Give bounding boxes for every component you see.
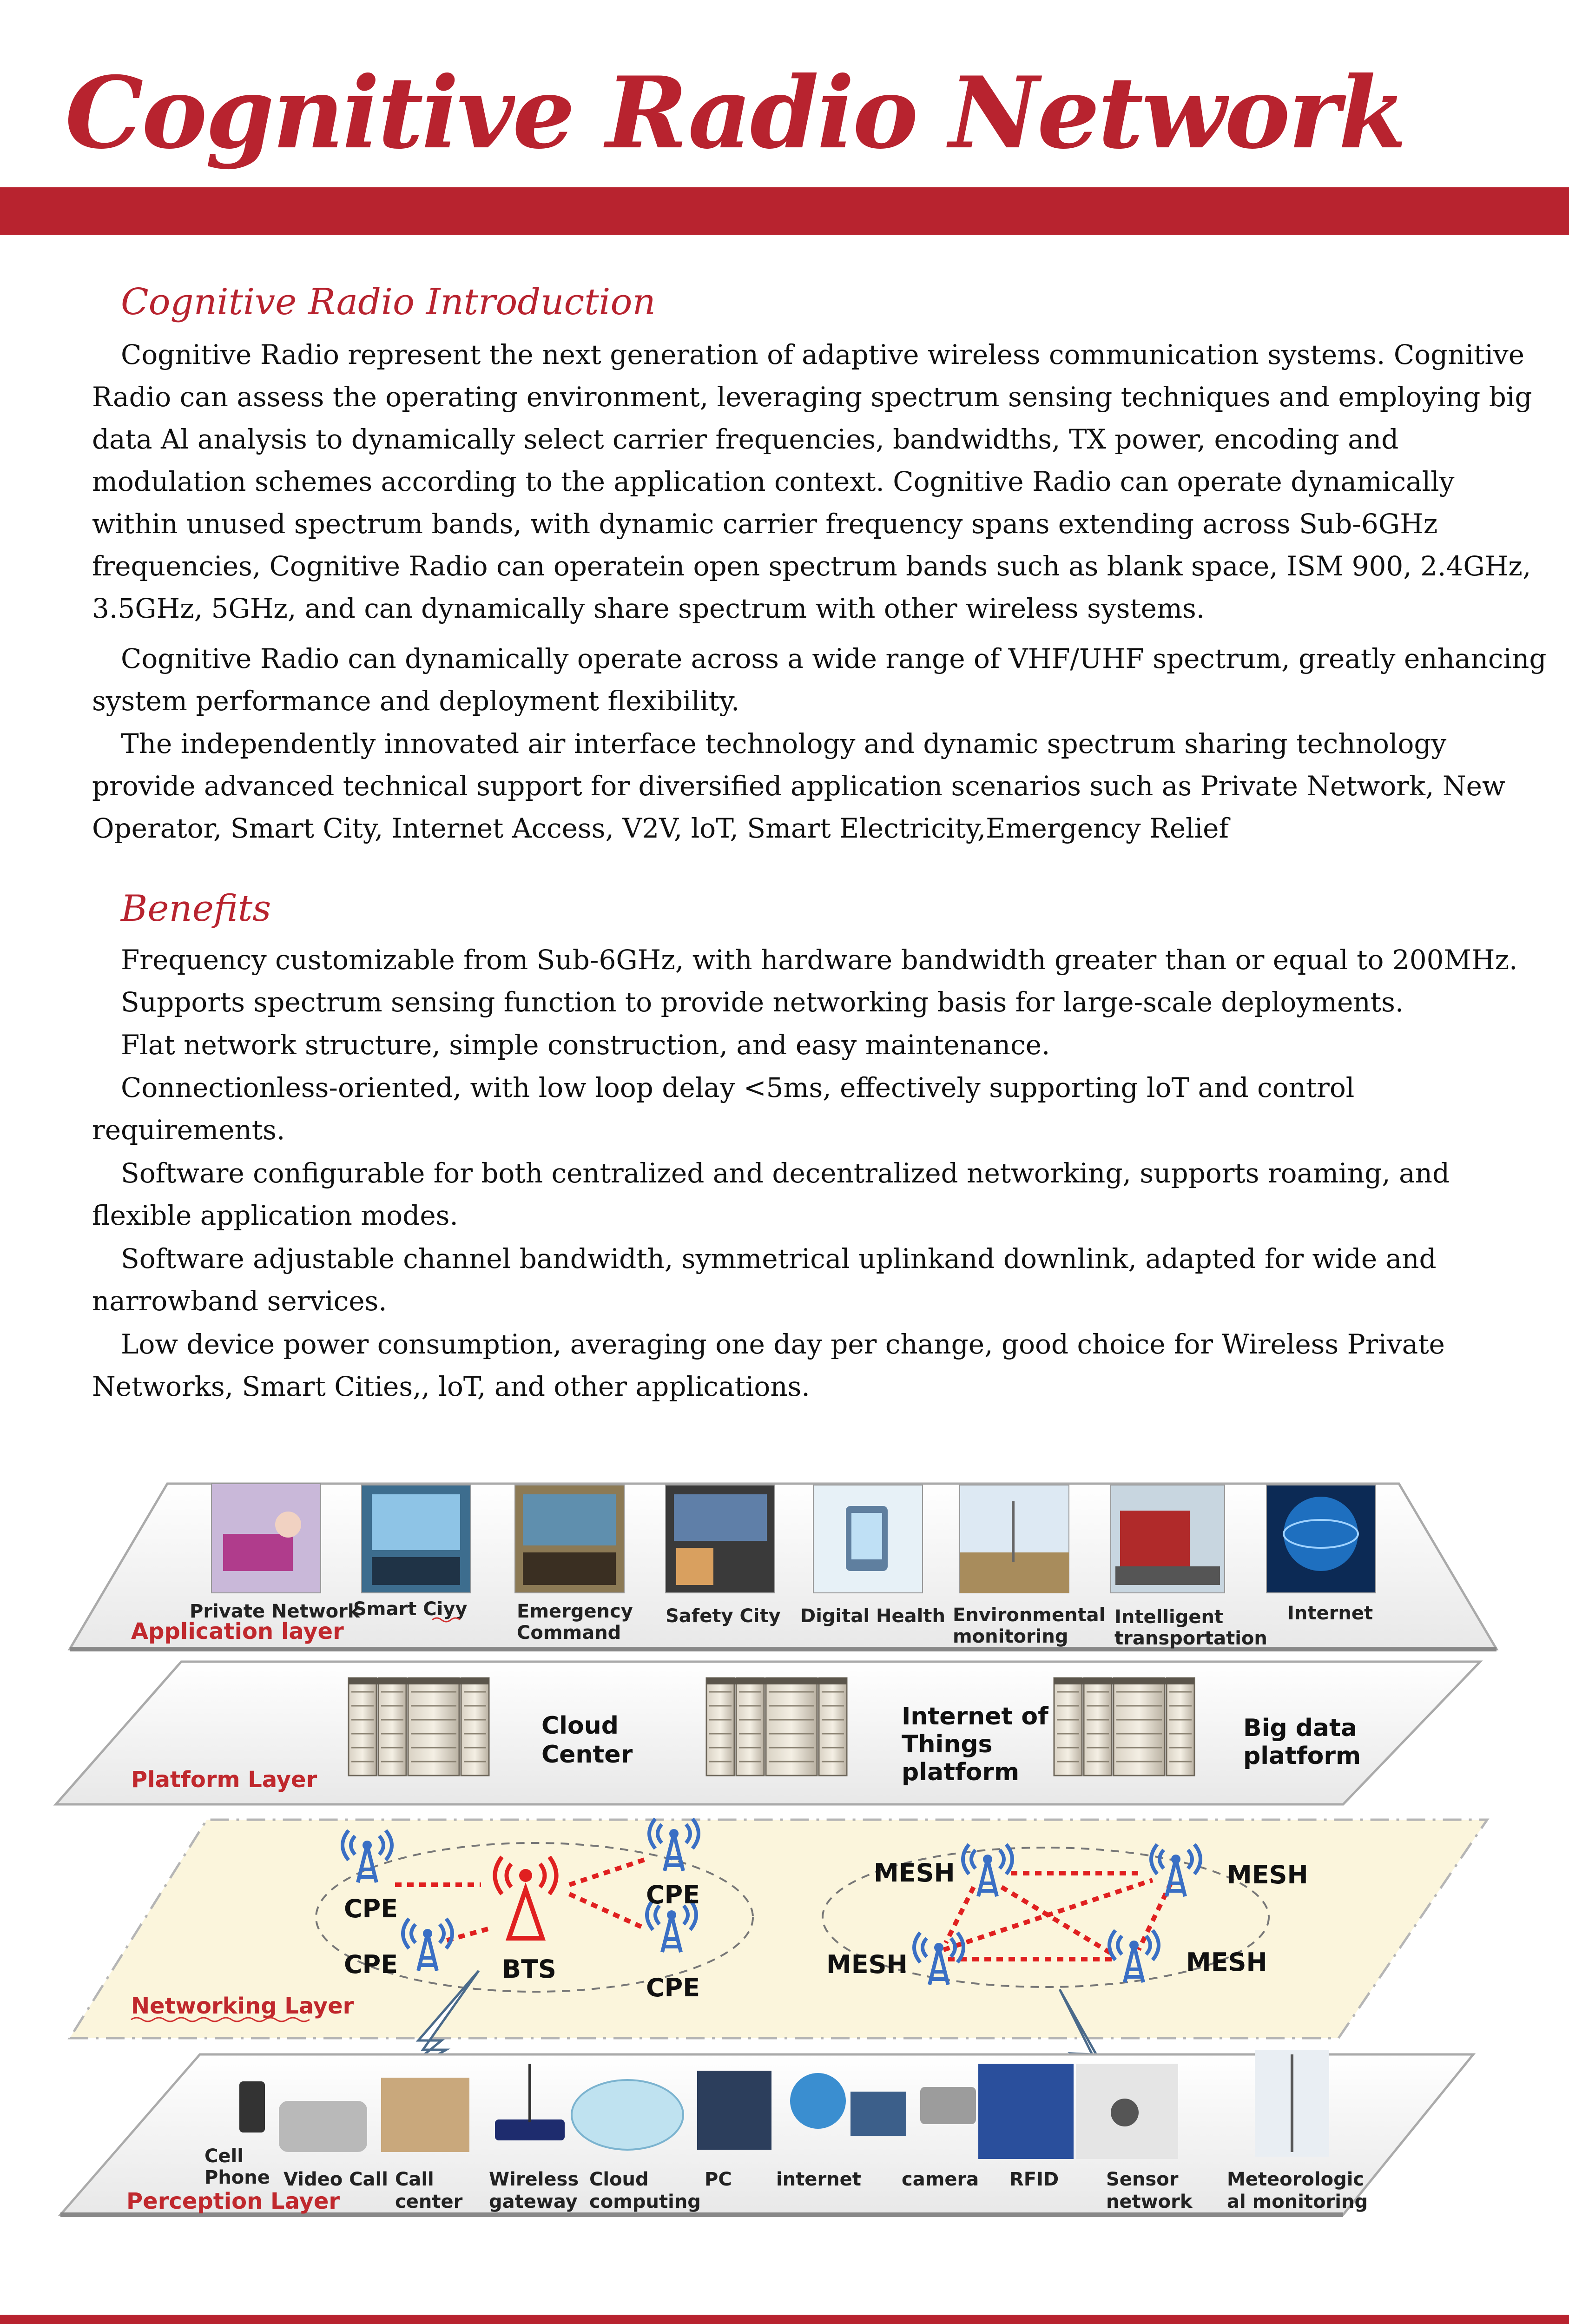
text-line: Operator, Smart City, Internet Access, V2V, loT, Smart Electricity,Emergency Relief — [92, 812, 1229, 844]
text-line: modulation schemes according to the application context. Cognitive Radio can operate dynamically — [92, 466, 1455, 497]
app-emergency-command-image — [515, 1485, 624, 1593]
perception-layer — [60, 2050, 1473, 2215]
perception-label: al monitoring — [1227, 2191, 1368, 2212]
cloud-center-server — [349, 1678, 489, 1776]
benefit-item — [92, 1238, 1500, 1322]
text-line: Connectionless-oriented, with low loop delay <5ms, effectively supporting loT and control — [121, 1072, 1355, 1103]
perception-label: network — [1106, 2191, 1193, 2212]
iot-platform-server — [706, 1678, 847, 1776]
text-line: Software adjustable channel bandwidth, symmetrical uplinkand downlink, adapted for wide and — [121, 1243, 1437, 1274]
text-line: Radio can assess the operating environment, leveraging spectrum sensing techniques and employing big — [92, 381, 1532, 413]
app-environmental-monitoring-image — [960, 1485, 1069, 1593]
internet-image — [790, 2073, 846, 2129]
platform-label: Center — [541, 1741, 633, 1769]
cpe-label: CPE — [646, 1880, 700, 1909]
platform-label: platform — [902, 1758, 1020, 1786]
wireless-gateway-image — [495, 2119, 565, 2140]
footer-band — [0, 2315, 1569, 2324]
mesh-label: MESH — [1186, 1948, 1267, 1977]
text-line: Low device power consumption, averaging one day per change, good choice for Wireless Private — [121, 1328, 1445, 1360]
app-label: monitoring — [953, 1626, 1068, 1647]
text-line: narrowband services. — [92, 1285, 387, 1317]
app-safety-city-image — [666, 1485, 775, 1593]
benefit-item — [92, 1024, 1500, 1066]
networking-layer-label: Networking Layer — [131, 1993, 354, 2019]
benefit-item — [92, 1152, 1500, 1237]
platform-layer-label: Platform Layer — [131, 1767, 317, 1793]
page-title: Cognitive Radio Network — [65, 55, 1405, 171]
text-line: provide advanced technical support for diversified application scenarios such as Private Network, New — [92, 770, 1505, 802]
mesh-label: MESH — [1227, 1860, 1308, 1889]
app-private-network-image — [211, 1484, 321, 1593]
pc-image — [697, 2071, 771, 2150]
perception-label: computing — [589, 2191, 701, 2212]
perception-label: Video Call — [283, 2169, 388, 2190]
app-label: Internet — [1287, 1603, 1373, 1624]
app-label: Emergency — [517, 1601, 633, 1622]
rfid-image — [978, 2064, 1074, 2159]
platform-label: Things — [902, 1730, 993, 1758]
perception-label: center — [395, 2191, 463, 2212]
text-line: The independently innovated air interface technology and dynamic spectrum sharing technology — [121, 728, 1447, 759]
platform-label: Cloud — [541, 1712, 619, 1740]
text-line: Networks, Smart Cities,, loT, and other applications. — [92, 1371, 810, 1402]
application-layer — [70, 1484, 1496, 1649]
internet-monitor-image — [850, 2092, 906, 2136]
intro-heading: Cognitive Radio Introduction — [121, 281, 656, 323]
platform-layer — [56, 1662, 1480, 1804]
platform-label: Internet of — [902, 1703, 1048, 1730]
networking-layer — [70, 1819, 1487, 2038]
text-line: Flat network structure, simple construction, and easy maintenance. — [121, 1029, 1050, 1061]
application-layer-label: Application layer — [131, 1618, 344, 1644]
text-line: 3.5GHz, 5GHz, and can dynamically share spectrum with other wireless systems. — [92, 593, 1205, 624]
text-line: requirements. — [92, 1114, 285, 1146]
app-label: Safety City — [666, 1605, 781, 1627]
benefit-item — [92, 939, 1518, 981]
mesh-label: MESH — [874, 1858, 955, 1888]
app-label: transportation — [1114, 1628, 1267, 1649]
perception-label: RFID — [1009, 2169, 1059, 2190]
perception-label: Phone — [204, 2167, 270, 2188]
cloud-computing-image — [572, 2080, 683, 2150]
text-line: Cognitive Radio represent the next generation of adaptive wireless communication systems. Cognitive — [121, 339, 1525, 370]
intro-paragraph-3 — [92, 723, 1505, 850]
app-smart-city-image — [362, 1485, 471, 1593]
benefit-item — [92, 981, 1500, 1023]
perception-label: Cloud — [589, 2169, 649, 2190]
app-intelligent-transportation-image — [1111, 1485, 1225, 1593]
video-call-image — [279, 2101, 367, 2152]
bts-label: BTS — [502, 1954, 556, 1984]
mesh-label: MESH — [826, 1950, 908, 1979]
perception-label: Cell — [204, 2146, 244, 2167]
app-label: Environmental — [953, 1604, 1106, 1626]
benefits-heading: Benefits — [121, 888, 271, 930]
text-line: within unused spectrum bands, with dynamic carrier frequency spans extending across Sub-6GHz — [92, 508, 1438, 540]
platform-label: Big data — [1243, 1714, 1358, 1742]
intro-paragraph-1 — [92, 334, 1532, 630]
text-line: flexible application modes. — [92, 1200, 458, 1231]
cpe-label: CPE — [344, 1894, 398, 1923]
text-line: Supports spectrum sensing function to provide networking basis for large-scale deployments. — [121, 986, 1404, 1018]
perception-label: Call — [395, 2169, 434, 2190]
camera-image — [920, 2087, 976, 2124]
perception-label: internet — [776, 2169, 861, 2190]
perception-label: Sensor — [1106, 2169, 1179, 2190]
perception-label: Wireless — [489, 2169, 579, 2190]
app-internet-image — [1266, 1485, 1376, 1593]
header-band — [0, 187, 1569, 235]
app-label: Command — [517, 1622, 621, 1644]
text-line: system performance and deployment flexibility. — [92, 685, 740, 717]
big-data-server — [1054, 1678, 1194, 1776]
app-label: Private Network — [190, 1601, 360, 1622]
perception-label: gateway — [489, 2191, 578, 2212]
cpe-label: CPE — [344, 1950, 398, 1979]
app-label: Digital Health — [800, 1605, 945, 1627]
perception-layer-label: Perception Layer — [126, 2188, 340, 2214]
perception-label: PC — [705, 2169, 732, 2190]
cell-phone-image — [239, 2081, 265, 2133]
intro-paragraph-2 — [92, 638, 1547, 722]
architecture-diagram — [0, 1464, 1569, 2231]
text-line: Cognitive Radio can dynamically operate across a wide range of VHF/UHF spectrum, greatly enhancing — [121, 643, 1547, 674]
platform-label: platform — [1243, 1742, 1361, 1770]
app-label: Intelligent — [1114, 1606, 1224, 1628]
benefit-item — [92, 1323, 1500, 1408]
benefit-item — [92, 1067, 1500, 1151]
cpe-label: CPE — [646, 1973, 700, 2002]
call-center-image — [381, 2078, 469, 2152]
perception-label: Meteorologic — [1227, 2169, 1365, 2190]
app-digital-health-image — [813, 1485, 923, 1593]
app-label: Smart Ciyy — [353, 1598, 468, 1620]
perception-label: camera — [902, 2169, 979, 2190]
text-line: frequencies, Cognitive Radio can operatein open spectrum bands such as blank space, ISM 900, 2.4GHz, — [92, 550, 1531, 582]
text-line: Software configurable for both centralized and decentralized networking, supports roaming, and — [121, 1157, 1450, 1189]
text-line: Frequency customizable from Sub-6GHz, with hardware bandwidth greater than or equal to 200MHz. — [121, 944, 1518, 976]
text-line: data Al analysis to dynamically select carrier frequencies, bandwidths, TX power, encoding and — [92, 423, 1399, 455]
